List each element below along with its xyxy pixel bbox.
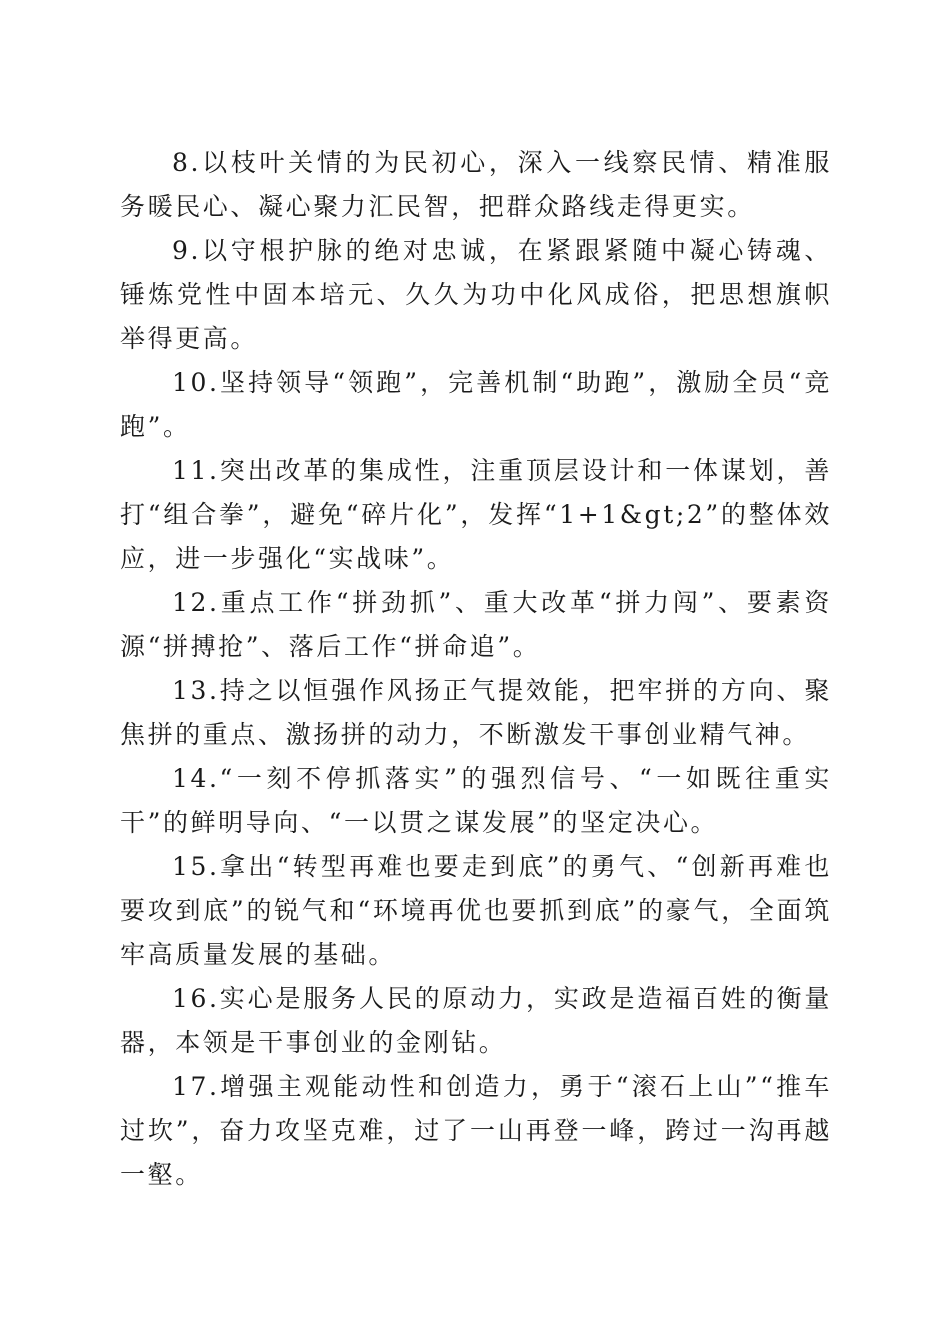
paragraph-8: 8.以枝叶关情的为民初心，深入一线察民情、精准服务暖民心、凝心聚力汇民智，把群众路线走得更实。 (120, 148, 832, 221)
paragraph-14: 14.“一刻不停抓落实”的强烈信号、“一如既往重实干”的鲜明导向、“一以贯之谋发展”的坚定决心。 (120, 764, 832, 837)
paragraph-11: 11.突出改革的集成性，注重顶层设计和一体谋划，善打“组合拳”，避免“碎片化”，发挥“1+1&gt;2”的整体效应，进一步强化“实战味”。 (120, 456, 832, 573)
paragraph-15: 15.拿出“转型再难也要走到底”的勇气、“创新再难也要攻到底”的锐气和“环境再优也要抓到底”的豪气，全面筑牢高质量发展的基础。 (120, 852, 832, 969)
paragraph-16: 16.实心是服务人民的原动力，实政是造福百姓的衡量器，本领是干事创业的金刚钻。 (120, 984, 832, 1057)
paragraph-13: 13.持之以恒强作风扬正气提效能，把牢拼的方向、聚焦拼的重点、激扬拼的动力，不断激发干事创业精气神。 (120, 676, 832, 749)
document-body (120, 141, 832, 1197)
paragraph-17: 17.增强主观能动性和创造力，勇于“滚石上山”“推车过坎”，奋力攻坚克难，过了一山再登一峰，跨过一沟再越一壑。 (120, 1072, 832, 1189)
paragraph-12: 12.重点工作“拼劲抓”、重大改革“拼力闯”、要素资源“拼搏抢”、落后工作“拼命追”。 (120, 588, 832, 661)
paragraph-10: 10.坚持领导“领跑”，完善机制“助跑”，激励全员“竞跑”。 (120, 368, 832, 441)
paragraph-9: 9.以守根护脉的绝对忠诚，在紧跟紧随中凝心铸魂、锤炼党性中固本培元、久久为功中化风成俗，把思想旗帜举得更高。 (120, 236, 832, 353)
